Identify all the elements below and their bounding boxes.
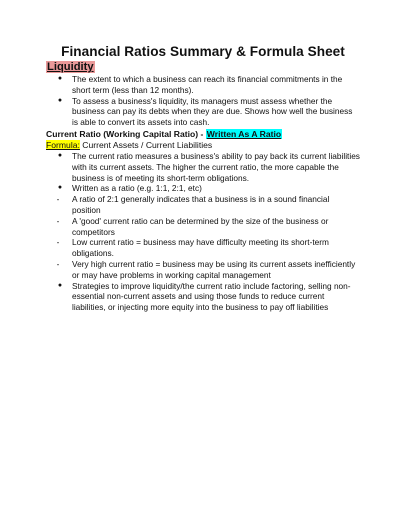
dash-marker: - [56, 258, 60, 269]
ratio-format-highlight: Written As A Ratio [206, 128, 282, 139]
document-title: Financial Ratios Summary & Formula Sheet [61, 44, 345, 59]
list-item-text: The current ratio measures a business's ability to pay back its current liabilities with its current assets. The higher the current ratio, the more capable the business is of meeting its short-term obligations. [72, 150, 360, 183]
list-item [46, 237, 360, 259]
current-ratio-heading [46, 129, 360, 140]
current-ratio-heading-text: Current Ratio (Working Capital Ratio) - [46, 128, 206, 139]
list-item-text: Very high current ratio = business may be using its current assets inefficiently or may have problems in working capital management [72, 258, 356, 280]
list-item-text: Strategies to improve liquidity/the current ratio include factoring, selling non-essential non-current assets and using those funds to reduce current liabilities, or injecting more equity into the business to pay off liabilities [72, 280, 351, 313]
list-item [46, 151, 360, 183]
dash-marker: - [56, 194, 60, 205]
bullet-marker: ● [57, 151, 63, 159]
list-item-text: To assess a business's liquidity, its managers must assess whether the business can pay its debts when they are due. Shows how well the business is able to convert its assets into cash. [72, 95, 353, 128]
list-item [46, 96, 360, 128]
list-item [46, 74, 360, 96]
formula-text: Current Assets / Current Liabilities [79, 139, 213, 150]
formula-label: Formula: [46, 139, 80, 150]
formula-line [46, 140, 360, 151]
bullet-marker: ● [57, 281, 63, 289]
list-item-text: A ratio of 2:1 generally indicates that a business is in a sound financial position [72, 194, 330, 215]
list-item [46, 216, 360, 238]
bullet-marker: ● [57, 75, 63, 82]
list-item [46, 259, 360, 281]
list-item [46, 183, 360, 194]
liquidity-heading [46, 61, 360, 74]
list-item [46, 194, 360, 216]
dash-marker: - [56, 237, 60, 248]
liquidity-heading-text: Liquidity [47, 61, 94, 73]
list-item [46, 281, 360, 313]
list-item-text: The extent to which a business can reach its financial commitments in the short term (less than 12 months). [72, 74, 343, 95]
dash-marker: - [56, 215, 60, 226]
bullet-marker: ● [57, 184, 63, 192]
list-item-text: Low current ratio = business may have difficulty meeting its short-term obligations. [72, 237, 329, 259]
list-item-text: A 'good' current ratio can be determined by the size of the business or competitors [72, 215, 329, 237]
bullet-marker: ● [57, 96, 63, 104]
list-item-text: Written as a ratio (e.g. 1:1, 2:1, etc) [72, 183, 202, 194]
liquidity-list [46, 74, 360, 128]
current-ratio-list [46, 151, 360, 313]
